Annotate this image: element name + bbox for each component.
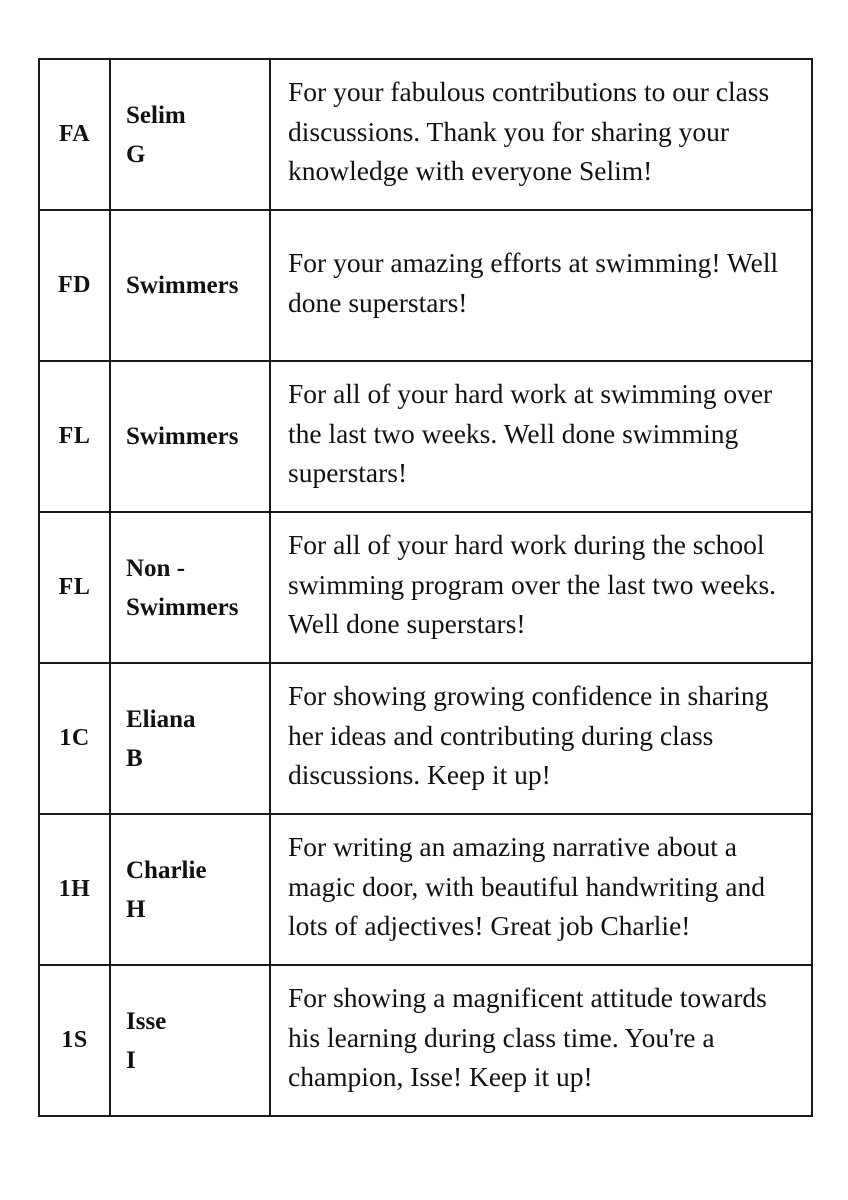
award-message: For showing a magnificent attitude towards his learning during class time. You're a champion, Isse! Keep it up! (270, 965, 812, 1116)
award-row (39, 814, 812, 965)
award-row (39, 965, 812, 1116)
class-code: 1S (39, 965, 110, 1116)
class-code: FD (39, 210, 110, 361)
student-name: Selim G (110, 59, 270, 210)
award-message: For all of your hard work during the school swimming program over the last two weeks. Well done superstars! (270, 512, 812, 663)
class-code: 1H (39, 814, 110, 965)
student-name: Swimmers (110, 361, 270, 512)
award-message: For showing growing confidence in sharing her ideas and contributing during class discussions. Keep it up! (270, 663, 812, 814)
awards-table (38, 58, 813, 1117)
award-row (39, 361, 812, 512)
award-message: For your fabulous contributions to our class discussions. Thank you for sharing your knowledge with everyone Selim! (270, 59, 812, 210)
award-row (39, 663, 812, 814)
class-code: FL (39, 512, 110, 663)
award-row (39, 59, 812, 210)
student-name: Swimmers (110, 210, 270, 361)
award-message: For all of your hard work at swimming over the last two weeks. Well done swimming superstars! (270, 361, 812, 512)
student-name: Isse I (110, 965, 270, 1116)
student-name: Charlie H (110, 814, 270, 965)
award-message: For writing an amazing narrative about a magic door, with beautiful handwriting and lots of adjectives! Great job Charlie! (270, 814, 812, 965)
class-code: FL (39, 361, 110, 512)
student-name: Eliana B (110, 663, 270, 814)
award-row (39, 512, 812, 663)
award-row (39, 210, 812, 361)
student-name: Non - Swimmers (110, 512, 270, 663)
award-message: For your amazing efforts at swimming! Well done superstars! (270, 210, 812, 361)
class-code: 1C (39, 663, 110, 814)
class-code: FA (39, 59, 110, 210)
